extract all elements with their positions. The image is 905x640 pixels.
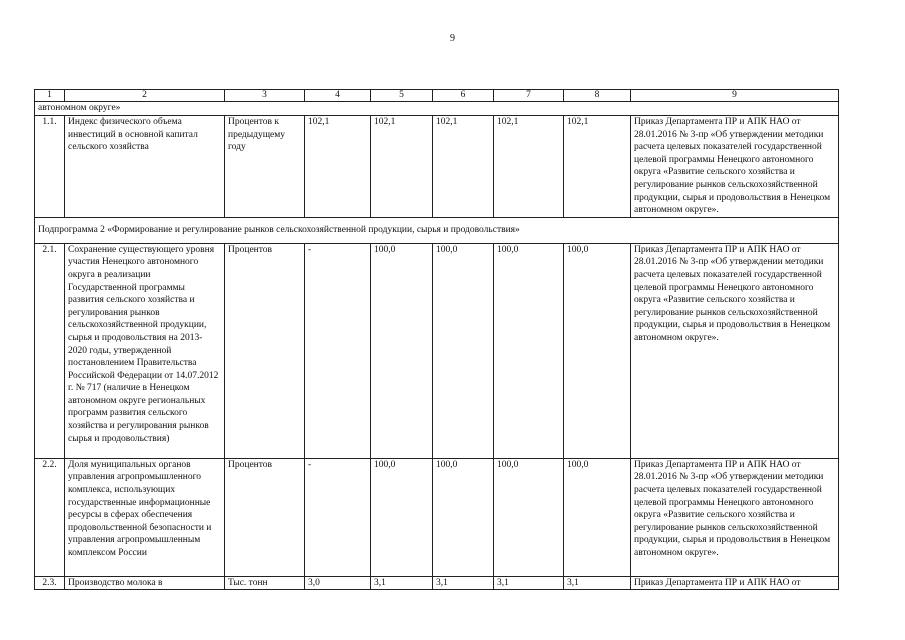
table-row — [35, 576, 839, 590]
value-col5: 100,0 — [371, 458, 433, 576]
column-header: 1 — [35, 90, 65, 102]
column-header: 9 — [631, 90, 839, 102]
row-number: 2.3. — [35, 576, 65, 590]
page-number: 9 — [450, 33, 455, 44]
column-header: 6 — [433, 90, 494, 102]
value-col4: - — [305, 458, 371, 576]
source-document: Приказ Департамента ПР и АПК НАО от 28.01.2016 № 3-пр «Об утверждении методики расчета целевых показателей государственной целевой программы Ненецкого автономного округа «Развитие сельского хозяйства и регулирование рынков сельскохозяйственной продукции, сырья и продовольствия в Ненецком автономном округе». — [631, 458, 839, 576]
value-col7: 102,1 — [494, 116, 564, 218]
value-col8: 102,1 — [564, 116, 631, 218]
value-col6: 100,0 — [433, 243, 494, 458]
column-header: 2 — [65, 90, 225, 102]
table-row — [35, 458, 839, 576]
section-row — [35, 102, 839, 116]
column-header: 5 — [371, 90, 433, 102]
source-document: Приказ Департамента ПР и АПК НАО от 28.01.2016 № 3-пр «Об утверждении методики расчета целевых показателей государственной целевой программы Ненецкого автономного округа «Развитие сельского хозяйства и регулирование рынков сельскохозяйственной продукции, сырья и продовольствия в Ненецком автономном округе». — [631, 116, 839, 218]
source-document: Приказ Департамента ПР и АПК НАО от 28.01.2016 № 3-пр «Об утверждении методики расчета целевых показателей государственной целевой программы Ненецкого автономного округа «Развитие сельского хозяйства и регулирование рынков сельскохозяйственной продукции, сырья и продовольствия в Ненецком автономном округе». — [631, 243, 839, 458]
value-col4: 102,1 — [305, 116, 371, 218]
indicator-name: Доля муниципальных органов управления агропромышленного комплекса, использующих государственные информационные ресурсы в сферах обеспечения продовольственной безопасности и управления агропромышленным комплексом России — [65, 458, 225, 576]
value-col7: 100,0 — [494, 243, 564, 458]
value-col8: 100,0 — [564, 458, 631, 576]
column-header: 7 — [494, 90, 564, 102]
value-col6: 102,1 — [433, 116, 494, 218]
table-row — [35, 116, 839, 218]
indicator-name: Индекс физического объема инвестиций в основной капитал сельского хозяйства — [65, 116, 225, 218]
unit: Процентов к предыдущему году — [225, 116, 305, 218]
column-header: 4 — [305, 90, 371, 102]
column-header: 3 — [225, 90, 305, 102]
header-row — [35, 90, 839, 102]
indicators-table — [34, 89, 839, 590]
source-document: Приказ Департамента ПР и АПК НАО от — [631, 576, 839, 590]
value-col8: 100,0 — [564, 243, 631, 458]
value-col5: 3,1 — [371, 576, 433, 590]
section-title-tail: автономном округе» — [35, 102, 839, 116]
value-col5: 100,0 — [371, 243, 433, 458]
table-row — [35, 243, 839, 458]
value-col7: 3,1 — [494, 576, 564, 590]
value-col6: 3,1 — [433, 576, 494, 590]
column-header: 8 — [564, 90, 631, 102]
value-col7: 100,0 — [494, 458, 564, 576]
row-number: 1.1. — [35, 116, 65, 218]
indicator-name: Сохранение существующего уровня участия Ненецкого автономного округа в реализации Государственной программы развития сельского хозяйства и регулирования рынков сельскохозяйственной продукции, сырья и продовольствия на 2013-2020 годы, утвержденной постановлением Правительства Российской Федерации от 14.07.2012 г. № 717 (наличие в Ненецком автономном округе региональных программ развития сельского хозяйства и регулирования рынков сырья и продовольствия) — [65, 243, 225, 458]
unit: Тыс. тонн — [225, 576, 305, 590]
unit: Процентов — [225, 458, 305, 576]
unit: Процентов — [225, 243, 305, 458]
value-col4: 3,0 — [305, 576, 371, 590]
value-col8: 3,1 — [564, 576, 631, 590]
value-col5: 102,1 — [371, 116, 433, 218]
value-col4: - — [305, 243, 371, 458]
subprogram-title: Подпрограмма 2 «Формирование и регулирование рынков сельскохозяйственной продукции, сырья и продовольствия» — [35, 217, 839, 243]
value-col6: 100,0 — [433, 458, 494, 576]
indicator-name: Производство молока в — [65, 576, 225, 590]
row-number: 2.2. — [35, 458, 65, 576]
subprogram-row — [35, 217, 839, 243]
row-number: 2.1. — [35, 243, 65, 458]
